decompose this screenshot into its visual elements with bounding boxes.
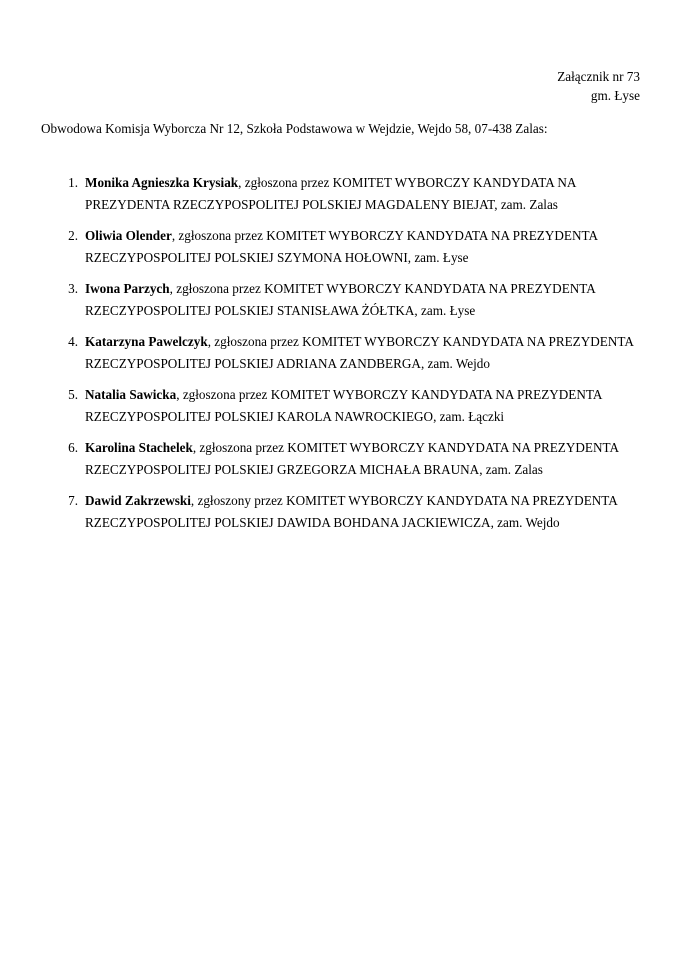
list-item-number: 4. xyxy=(68,334,78,349)
member-nomination-text: , zgłoszona przez xyxy=(238,175,333,190)
member-nomination-text: , zgłoszona przez xyxy=(171,228,267,243)
member-committee: KOMITET WYBORCZY KANDYDATA NA PREZYDENTA RZECZYPOSPOLITEJ POLSKIEJ STANISŁAWA ŻÓŁTKA xyxy=(85,281,596,318)
member-residence: , zam. Wejdo xyxy=(490,514,560,530)
member-residence: , zam. Łączki xyxy=(433,408,505,424)
member-nomination-text: , zgłoszona przez xyxy=(169,281,265,296)
list-item xyxy=(41,225,637,268)
member-residence: , zam. Zalas xyxy=(479,461,543,477)
member-committee: KOMITET WYBORCZY KANDYDATA NA PREZYDENTA RZECZYPOSPOLITEJ POLSKIEJ SZYMONA HOŁOWNI xyxy=(85,228,598,265)
list-item xyxy=(41,172,637,215)
member-residence: , zam. Łyse xyxy=(407,249,469,265)
commission-members-list xyxy=(41,172,637,533)
member-nomination-text: , zgłoszony przez xyxy=(190,493,287,508)
list-item xyxy=(41,490,637,533)
list-item-number: 2. xyxy=(68,228,78,243)
member-committee: KOMITET WYBORCZY KANDYDATA NA PREZYDENTA RZECZYPOSPOLITEJ POLSKIEJ KAROLA NAWROCKIEGO xyxy=(85,387,602,424)
member-name: Iwona Parzych xyxy=(85,281,170,296)
list-item-number: 5. xyxy=(68,387,78,402)
list-item xyxy=(41,384,637,427)
municipality-label: gm. Łyse xyxy=(590,88,640,103)
member-committee: KOMITET WYBORCZY KANDYDATA NA PREZYDENTA RZECZYPOSPOLITEJ POLSKIEJ DAWIDA BOHDANA JACKIEWICZA xyxy=(85,493,618,530)
member-nomination-text: , zgłoszona przez xyxy=(207,334,303,349)
member-name: Monika Agnieszka Krysiak xyxy=(85,175,239,190)
member-name: Dawid Zakrzewski xyxy=(85,493,191,508)
member-committee: KOMITET WYBORCZY KANDYDATA NA PREZYDENTA RZECZYPOSPOLITEJ POLSKIEJ GRZEGORZA MICHAŁA BRAUNA xyxy=(85,440,619,477)
member-nomination-text: , zgłoszona przez xyxy=(176,387,271,402)
list-item-number: 3. xyxy=(68,281,78,296)
member-name: Katarzyna Pawelczyk xyxy=(85,334,208,349)
member-name: Oliwia Olender xyxy=(85,228,172,243)
member-committee: KOMITET WYBORCZY KANDYDATA NA PREZYDENTA RZECZYPOSPOLITEJ POLSKIEJ MAGDALENY BIEJAT xyxy=(85,175,576,212)
member-committee: KOMITET WYBORCZY KANDYDATA NA PREZYDENTA RZECZYPOSPOLITEJ POLSKIEJ ADRIANA ZANDBERGA xyxy=(85,334,634,371)
list-item xyxy=(41,437,637,480)
member-residence: , zam. Zalas xyxy=(494,196,558,212)
list-item xyxy=(41,278,637,321)
document-header xyxy=(220,67,640,105)
member-residence: , zam. Łyse xyxy=(414,302,476,318)
member-name: Natalia Sawicka xyxy=(85,387,177,402)
list-item-number: 1. xyxy=(68,175,78,190)
list-item-number: 6. xyxy=(68,440,78,455)
member-nomination-text: , zgłoszona przez xyxy=(192,440,288,455)
list-item xyxy=(41,331,637,374)
member-name: Karolina Stachelek xyxy=(85,440,193,455)
commission-heading: Obwodowa Komisja Wyborcza Nr 12, Szkoła Podstawowa w Wejdzie, Wejdo 58, 07-438 Zalas: xyxy=(41,121,548,136)
member-residence: , zam. Wejdo xyxy=(420,355,490,371)
list-item-number: 7. xyxy=(68,493,78,508)
attachment-number-label: Załącznik nr 73 xyxy=(557,69,640,84)
